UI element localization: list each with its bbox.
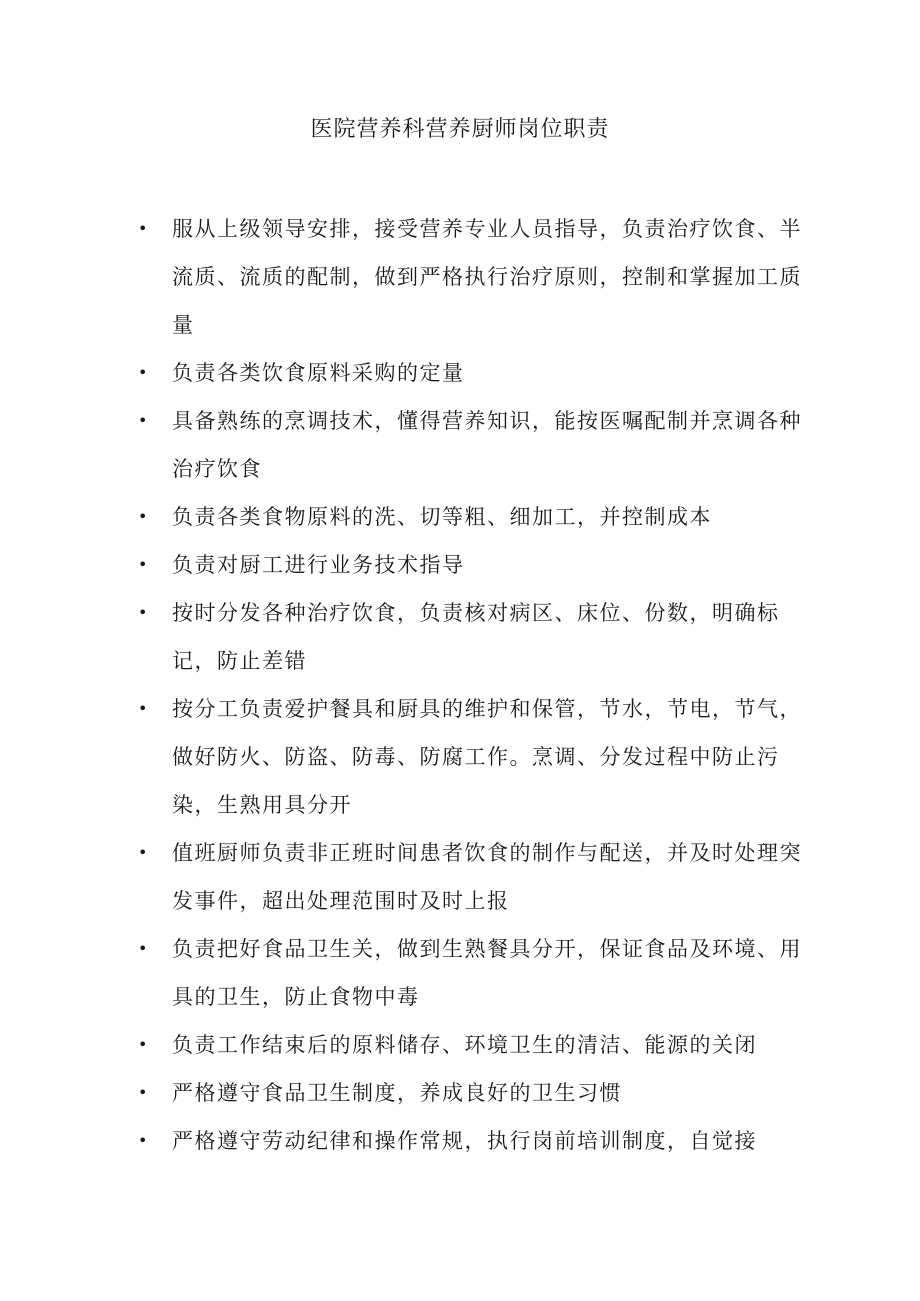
list-item-text: 负责各类饮食原料采购的定量	[172, 361, 465, 385]
duty-list	[138, 205, 808, 1165]
list-item-text: 服从上级领导安排，接受营养专业人员指导，负责治疗饮食、半流质、流质的配制，做到严格执行治疗原则，控制和掌握加工质量	[172, 217, 802, 337]
list-item	[138, 685, 808, 829]
list-item	[138, 397, 808, 493]
bullet-icon: •	[138, 603, 149, 622]
list-item	[138, 1117, 808, 1165]
list-item-text: 严格遵守食品卫生制度，养成良好的卫生习惯	[172, 1081, 622, 1105]
list-item-text: 具备熟练的烹调技术，懂得营养知识，能按医嘱配制并烹调各种治疗饮食	[172, 409, 802, 481]
bullet-icon: •	[138, 1131, 149, 1150]
bullet-icon: •	[138, 219, 149, 238]
list-item	[138, 829, 808, 925]
list-item-text: 值班厨师负责非正班时间患者饮食的制作与配送，并及时处理突发事件，超出处理范围时及时上报	[172, 841, 802, 913]
bullet-icon: •	[138, 411, 149, 430]
bullet-icon: •	[138, 363, 149, 382]
list-item	[138, 925, 808, 1021]
bullet-icon: •	[138, 555, 149, 574]
list-item-text: 严格遵守劳动纪律和操作常规，执行岗前培训制度，自觉接	[172, 1129, 757, 1153]
page-title: 医院营养科营养厨师岗位职责	[310, 117, 610, 142]
bullet-icon: •	[138, 939, 149, 958]
list-item-text: 按分工负责爱护餐具和厨具的维护和保管，节水，节电，节气，做好防火、防盗、防毒、防腐工作。烹调、分发过程中防止污染，生熟用具分开	[172, 697, 802, 817]
bullet-icon: •	[138, 1035, 149, 1054]
list-item	[138, 589, 808, 685]
bullet-icon: •	[138, 843, 149, 862]
list-item-text: 负责工作结束后的原料储存、环境卫生的清洁、能源的关闭	[172, 1033, 757, 1057]
list-item	[138, 349, 808, 397]
list-item	[138, 1069, 808, 1117]
list-item	[138, 493, 808, 541]
list-item-text: 负责各类食物原料的洗、切等粗、细加工，并控制成本	[172, 505, 712, 529]
list-item-text: 负责把好食品卫生关，做到生熟餐具分开，保证食品及环境、用具的卫生，防止食物中毒	[172, 937, 802, 1009]
list-item	[138, 541, 808, 589]
bullet-icon: •	[138, 507, 149, 526]
bullet-icon: •	[138, 699, 149, 718]
list-item-text: 负责对厨工进行业务技术指导	[172, 553, 465, 577]
list-item-text: 按时分发各种治疗饮食，负责核对病区、床位、份数，明确标记，防止差错	[172, 601, 780, 673]
list-item	[138, 1021, 808, 1069]
bullet-icon: •	[138, 1083, 149, 1102]
list-item	[138, 205, 808, 349]
